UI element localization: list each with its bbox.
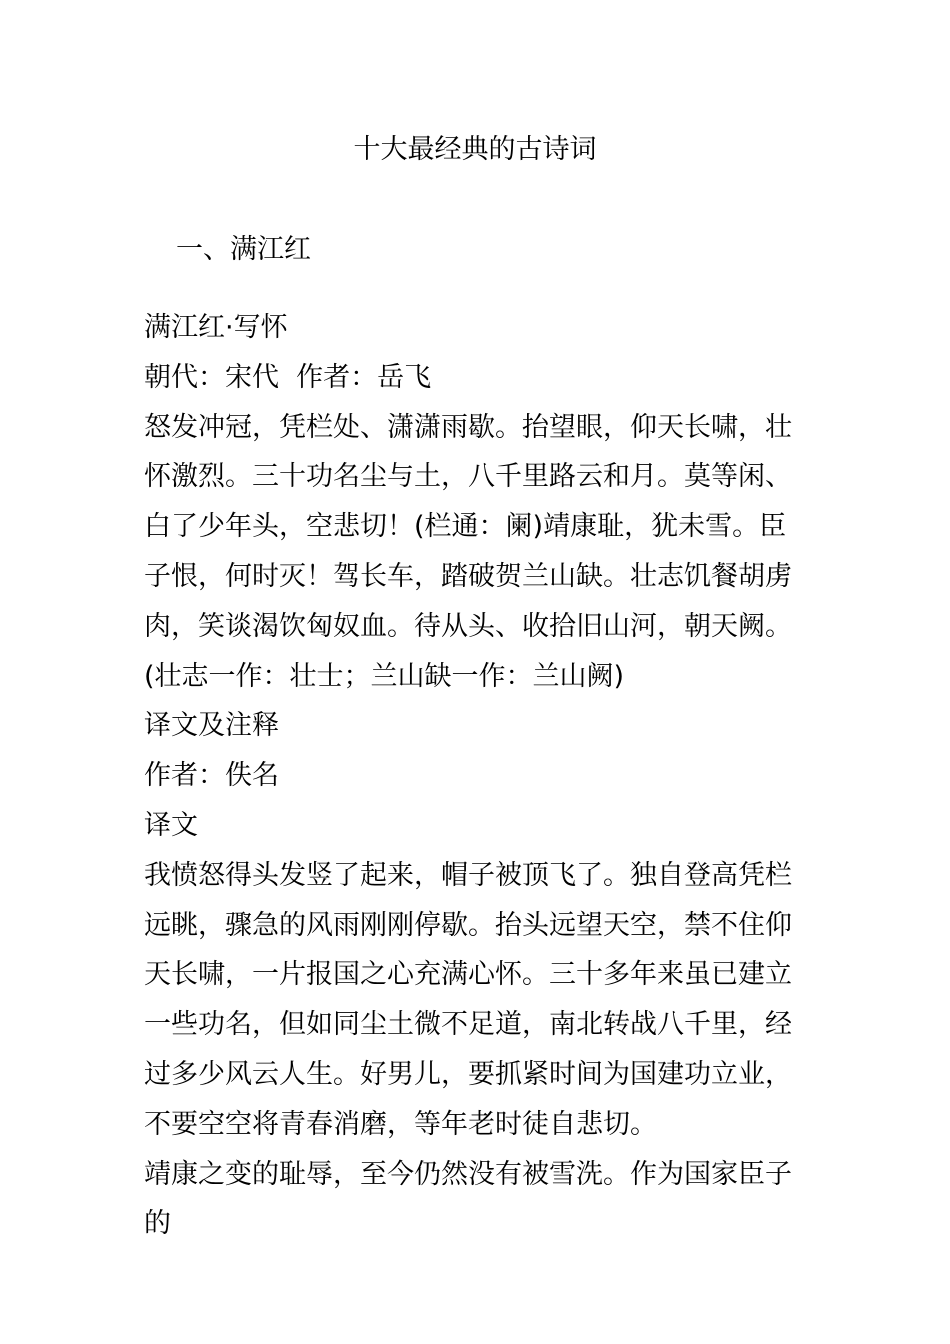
translation-label: 译文 (144, 809, 198, 841)
document-title: 十大最经典的古诗词 (353, 134, 597, 165)
poem-text: 怒发冲冠，凭栏处、潇潇雨歇。抬望眼，仰天长啸，壮怀激烈。三十功名尘与土，八千里路云和月。莫等闲、白了少年头，空悲切！(栏通：阑)靖康耻，犹未雪。臣子恨，何时灭！驾长车，踏破贺兰山缺。壮志饥餐胡虏肉，笑谈渴饮匈奴血。待从头、收拾旧山河，朝天阙。(壮志一作：壮士；兰山缺一作：兰山阙) (144, 411, 792, 692)
dynasty-author-line: 朝代：宋代 作者：岳飞 (144, 361, 432, 393)
translation-paragraph-2: 靖康之变的耻辱，至今仍然没有被雪洗。作为国家臣子的 (144, 1158, 792, 1240)
translation-paragraph-1: 我愤怒得头发竖了起来，帽子被顶飞了。独自登高凭栏远眺，骤急的风雨刚刚停歇。抬头远望天空，禁不住仰天长啸，一片报国之心充满心怀。三十多年来虽已建立一些功名，但如同尘土微不足道，南北转战八千里，经过多少风云人生。好男儿，要抓紧时间为国建功立业，不要空空将青春消磨，等年老时徒自悲切。 (144, 859, 792, 1140)
section-heading: 一、满江红 (176, 234, 311, 265)
document-body (144, 303, 808, 1249)
translation-author: 作者：佚名 (144, 760, 279, 792)
translation-heading: 译文及注释 (144, 710, 279, 742)
poem-title: 满江红·写怀 (144, 312, 288, 343)
